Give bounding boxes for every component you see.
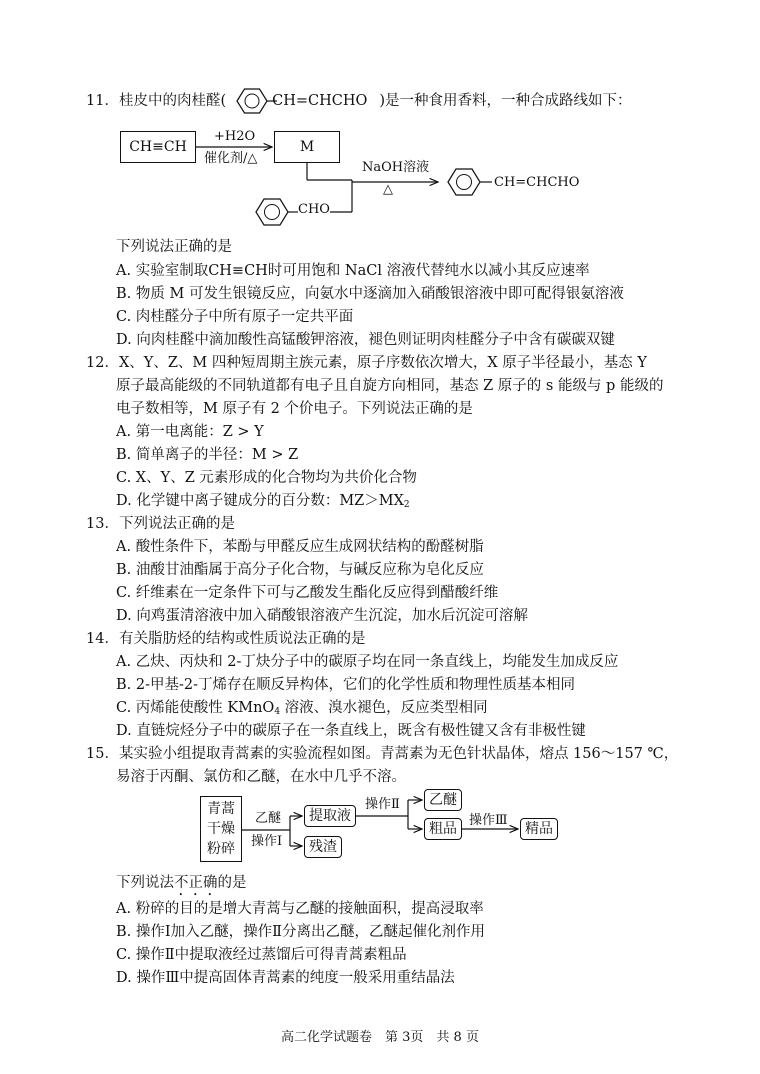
q13-option-b: B. 油酸甘油酯属于高分子化合物，与碱反应称为皂化反应 — [116, 562, 484, 578]
acetylene-box: CH≡CH — [120, 131, 196, 163]
product-group-label: CH=CHCHO — [494, 175, 580, 190]
emphasis-not-correct: 不正确 — [174, 875, 218, 891]
q12-option-a: A. 第一电离能：Z > Y — [116, 424, 264, 440]
q12-option-b: B. 简单离子的半径：M > Z — [116, 447, 299, 463]
q15-option-c: C. 操作Ⅱ中提取液经过蒸馏后可得青蒿素粗品 — [116, 947, 407, 963]
q14-option-d: D. 直链烷烃分子中的碳原子在一条直线上，既含有极性键又含有非极性键 — [116, 723, 586, 739]
flow-pure-box: 精品 — [520, 818, 558, 840]
q15-option-a: A. 粉碎的目的是增大青蒿与乙醚的接触面积，提高浸取率 — [116, 901, 484, 917]
q11-option-a: A. 实验室制取CH≡CH时可用饱和 NaCl 溶液代替纯水以减小其反应速率 — [116, 263, 590, 279]
q13-stem: 13．下列说法正确的是 — [86, 516, 235, 532]
intermediate-M-box: M — [274, 131, 340, 163]
q14-option-a: A. 乙炔、丙炔和 2-丁炔分子中的碳原子均在同一条直线上，均能发生加成反应 — [116, 654, 619, 670]
flow-start-box: 青蒿 干燥 粉碎 — [200, 796, 242, 862]
q14-option-b: B. 2-甲基-2-丁烯存在顺反异构体，它们的化学性质和物理性质基本相同 — [116, 677, 576, 693]
benzene-ring-inline-icon — [227, 86, 277, 116]
q15-stem-line1: 15．某实验小组提取青蒿素的实验流程如图。青蒿素为无色针状晶体，熔点 156～157 ℃， — [86, 746, 679, 762]
q15-option-d: D. 操作Ⅲ中提高固体青蒿素的纯度一般采用重结晶法 — [116, 970, 455, 986]
q11-prompt: 下列说法正确的是 — [116, 239, 232, 255]
flow-op3-label: 操作Ⅲ — [469, 813, 508, 828]
q14-stem: 14．有关脂肪烃的结构或性质说法正确的是 — [86, 631, 366, 647]
q12-stem-line3: 电子数相等，M 原子有 2 个价电子。下列说法正确的是 — [116, 401, 473, 417]
q11-option-b: B. 物质 M 可发生银镜反应，向氨水中逐滴加入硝酸银溶液中即可配得银氨溶液 — [116, 286, 624, 302]
benzaldehyde-group-label: CHO — [298, 202, 330, 217]
q15-stem-line2: 易溶于丙酮、氯仿和乙醚，在水中几乎不溶。 — [116, 769, 406, 785]
reagent-water-label: +H2O — [214, 129, 256, 144]
benzaldehyde-ring-icon — [256, 199, 298, 225]
q12-option-c: C. X、Y、Z 元素形成的化合物均为共价化合物 — [116, 470, 417, 486]
q11-stem-group: CH=CHCHO — [272, 93, 368, 109]
cinnamaldehyde-ring-icon — [448, 169, 492, 195]
q12-stem-line1: 12．X、Y、Z、M 四种短周期主族元素，原子序数依次增大，X 原子半径最小，基态 Y — [86, 355, 647, 371]
q11-stem-suffix: )是一种食用香料，一种合成路线如下： — [379, 93, 632, 109]
flow-extract-box: 提取液 — [304, 805, 356, 827]
flow-residue-box: 残渣 — [304, 836, 342, 858]
q11-option-d: D. 向肉桂醛中滴加酸性高锰酸钾溶液，褪色则证明肉桂醛分子中含有碳碳双键 — [116, 332, 615, 348]
reagent-catalyst-label: 催化剂/△ — [204, 151, 258, 166]
q12-stem-line2: 原子最高能级的不同轨道都有电子且自旋方向相同，基态 Z 原子的 s 能级与 p 能级的 — [116, 378, 664, 394]
page-footer: 高二化学试题卷 第 3页 共 8 页 — [281, 1030, 479, 1045]
q14-option-c: C. 丙烯能使酸性 KMnO$_4$ 溶液、溴水褪色，反应类型相同 — [116, 700, 488, 717]
q11-stem — [86, 92, 632, 110]
flow-solvent-label: 乙醚 — [255, 811, 282, 826]
naoh-condition-label: NaOH溶液 — [362, 160, 430, 175]
q12-option-d: D. 化学键中离子键成分的百分数：$MZ>MX_2$ — [116, 493, 410, 510]
q13-option-c: C. 纤维素在一定条件下可与乙酸发生酯化反应得到醋酸纤维 — [116, 585, 499, 601]
synthesis-scheme-lines — [0, 120, 760, 230]
q13-option-d: D. 向鸡蛋清溶液中加入硝酸银溶液产生沉淀，加水后沉淀可溶解 — [116, 608, 528, 624]
flow-ether-box: 乙醚 — [424, 789, 462, 811]
flow-op1-label: 操作Ⅰ — [251, 834, 283, 849]
q15-prompt: 下列说法不正确的是 — [116, 875, 247, 891]
q13-option-a: A. 酸性条件下，苯酚与甲醛反应生成网状结构的酚醛树脂 — [116, 539, 484, 555]
q11-stem-prefix: 11．桂皮中的肉桂醛( — [86, 93, 227, 109]
flow-chart-arrows — [0, 780, 760, 870]
heat-condition-label: △ — [383, 182, 393, 197]
q15-option-b: B. 操作Ⅰ加入乙醚，操作Ⅱ分离出乙醚，乙醚起催化剂作用 — [116, 924, 485, 940]
q11-option-c: C. 肉桂醛分子中所有原子一定共平面 — [116, 309, 354, 325]
flow-op2-label: 操作Ⅱ — [365, 797, 400, 812]
flow-crude-box: 粗品 — [424, 818, 462, 840]
